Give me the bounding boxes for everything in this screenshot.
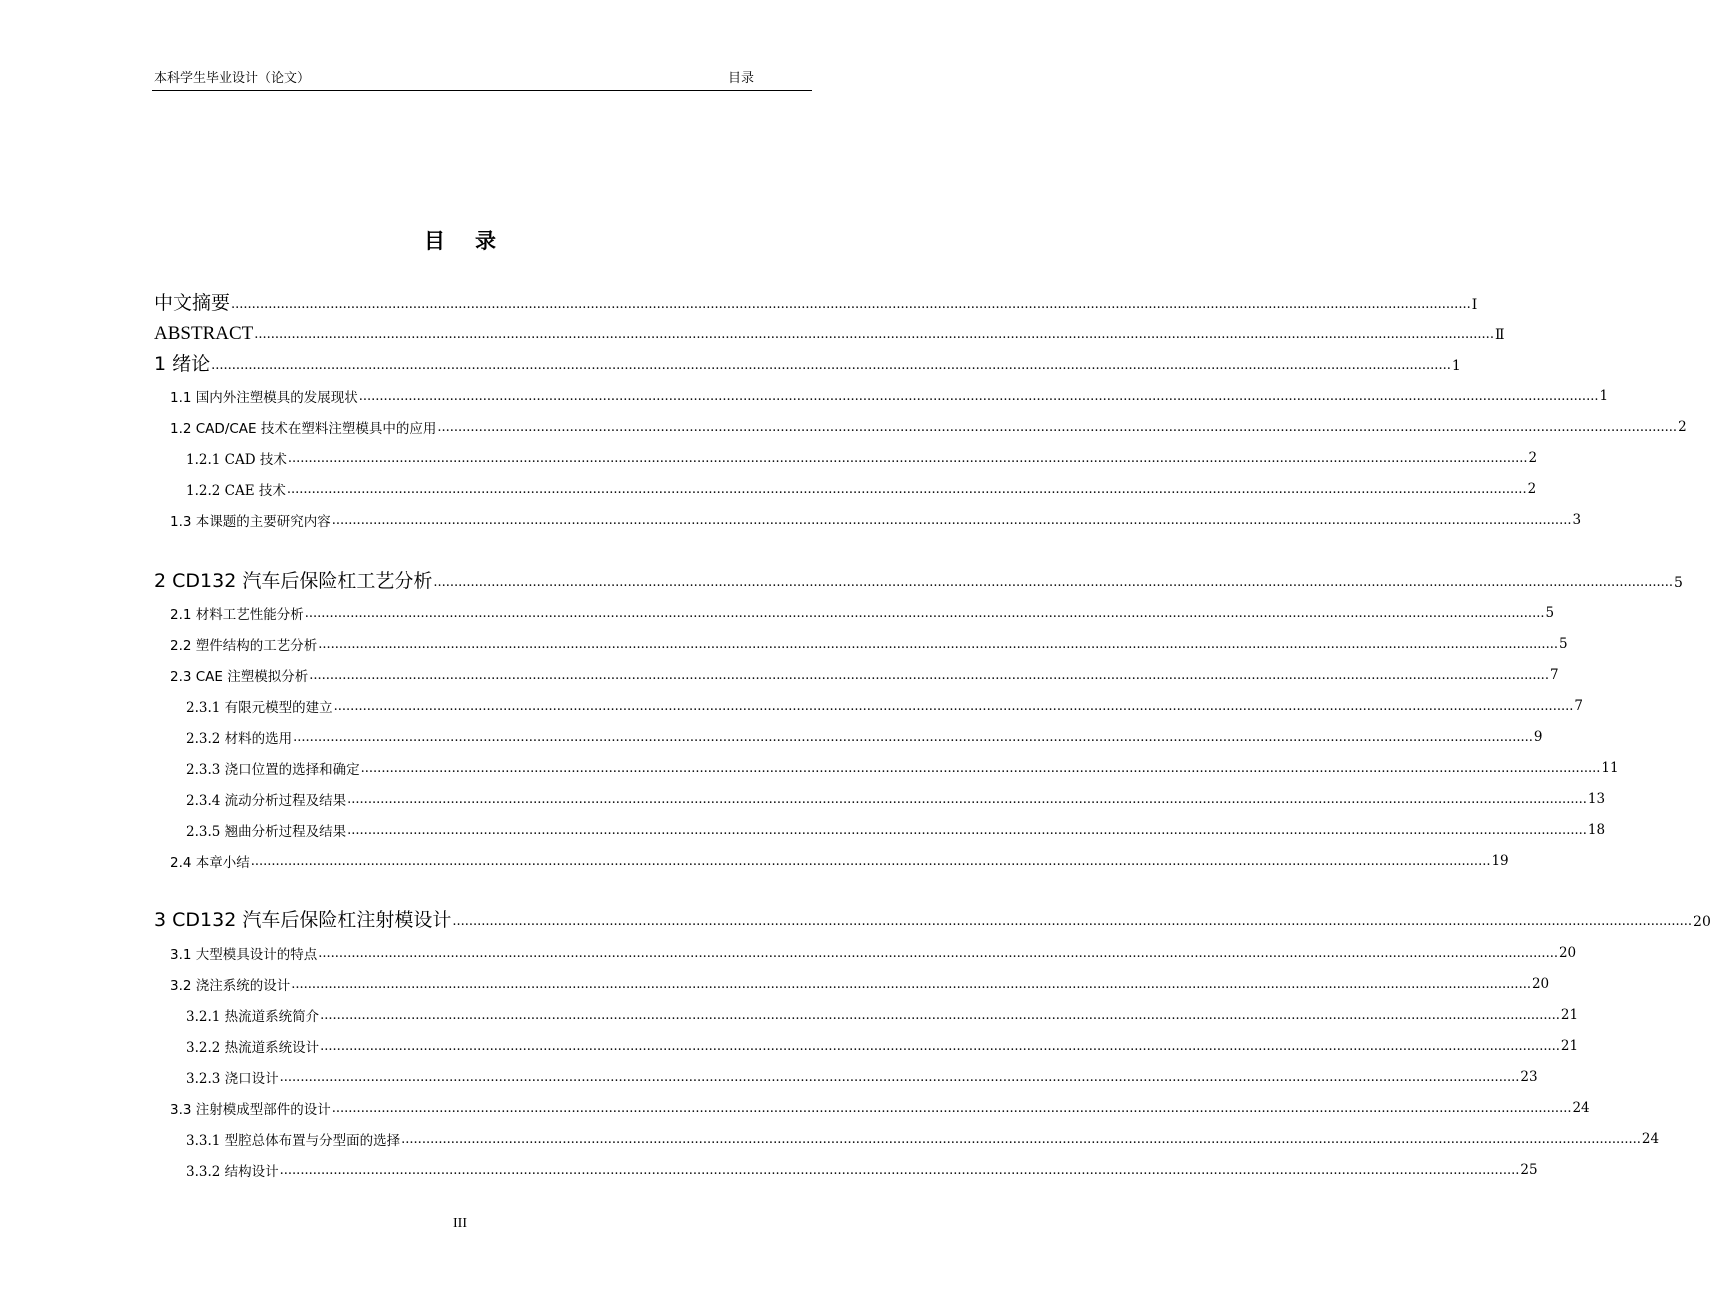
toc-leader-dots: ............................................................................................................................................................................................................................................................................................................ (347, 792, 1587, 807)
toc-entry-page: 2 (1528, 450, 1538, 466)
toc-entry-page: 20 (1558, 945, 1577, 961)
toc-entry[interactable] (186, 446, 1538, 468)
toc-entry-page: 1 (1599, 388, 1609, 404)
toc-entry-label: 3.3.1 型腔总体布置与分型面的选择 (186, 1133, 401, 1149)
toc-entry[interactable] (170, 508, 1582, 530)
toc-leader-dots: ............................................................................................................................................................................................................................................................................................................ (286, 482, 1527, 497)
toc-entry-label: 1.1 国内外注塑模具的发展现状 (170, 390, 358, 406)
toc-entry-label: 2.2 塑件结构的工艺分析 (170, 638, 318, 654)
toc-entry-label: 3.3 注射模成型部件的设计 (170, 1102, 331, 1118)
toc-leader-dots: ............................................................................................................................................................................................................................................................................................................ (318, 946, 1558, 961)
toc-entry-page: 9 (1533, 729, 1543, 745)
toc-leader-dots: ............................................................................................................................................................................................................................................................................................................ (304, 606, 1545, 621)
toc-entry-page: 19 (1491, 853, 1509, 869)
toc-leader-dots: ............................................................................................................................................................................................................................................................................................................ (452, 914, 1693, 929)
toc-leader-dots: ............................................................................................................................................................................................................................................................................................................ (320, 1008, 1560, 1023)
toc-entry-page: 24 (1572, 1100, 1590, 1116)
toc-entry[interactable] (170, 632, 1568, 654)
toc-entry-label: 2.4 本章小结 (170, 855, 250, 871)
toc-entry-label: 2.3.3 浇口位置的选择和确定 (186, 762, 360, 778)
page-number: III (453, 1216, 467, 1231)
toc-entry-label: 3 CD132 汽车后保险杠注射模设计 (154, 909, 452, 931)
toc-entry[interactable] (170, 601, 1555, 623)
toc-entry-label: 3.2.3 浇口设计 (186, 1071, 279, 1087)
toc-entry-page: 5 (1674, 575, 1683, 591)
toc-leader-dots: ............................................................................................................................................................................................................................................................................................................ (293, 730, 1533, 745)
toc-entry-label: 2.3 CAE 注塑模拟分析 (170, 669, 309, 685)
toc-entry-page: 21 (1560, 1038, 1579, 1054)
toc-entry[interactable] (186, 818, 1606, 840)
toc-entry-page: 24 (1641, 1131, 1660, 1147)
toc-entry[interactable] (186, 1034, 1579, 1056)
page-header (152, 70, 812, 91)
toc-entry-label: 3.2.2 热流道系统设计 (186, 1040, 320, 1056)
toc-entry[interactable] (154, 906, 1711, 932)
toc-entry-label: 2.3.1 有限元模型的建立 (186, 700, 333, 716)
toc-entry-label: 3.2.1 热流道系统简介 (186, 1009, 320, 1025)
toc-leader-dots: ............................................................................................................................................................................................................................................................................................................ (401, 1132, 1641, 1147)
toc-leader-dots: ............................................................................................................................................................................................................................................................................................................ (358, 389, 1599, 404)
toc-entry[interactable] (186, 1065, 1538, 1087)
toc-entry-label: 2.3.5 翘曲分析过程及结果 (186, 824, 347, 840)
toc-leader-dots: ............................................................................................................................................................................................................................................................................................................ (437, 420, 1678, 435)
toc-entry-page: 3 (1572, 512, 1582, 528)
toc-entry-page: 2 (1678, 419, 1687, 435)
toc-leader-dots: ............................................................................................................................................................................................................................................................................................................ (287, 451, 1528, 466)
toc-entry-label: 3.1 大型模具设计的特点 (170, 947, 318, 963)
toc-entry-page: 2 (1527, 481, 1537, 497)
toc-leader-dots: ............................................................................................................................................................................................................................................................................................................ (433, 575, 1674, 590)
toc-entry-label: 1 绪论 (154, 353, 211, 375)
toc-entry[interactable] (186, 1003, 1579, 1025)
toc-leader-dots: ............................................................................................................................................................................................................................................................................................................ (318, 637, 1558, 652)
toc-leader-dots: ............................................................................................................................................................................................................................................................................................................ (347, 823, 1587, 838)
toc-entry-label: 中文摘要 (154, 292, 231, 314)
toc-entry-label: 1.3 本课题的主要研究内容 (170, 514, 331, 530)
toc-entry[interactable] (186, 725, 1543, 747)
toc-entry-page: 23 (1520, 1069, 1538, 1085)
toc-entry-page: Ⅱ (1494, 327, 1505, 343)
toc-entry[interactable] (170, 849, 1509, 871)
toc-entry[interactable] (170, 415, 1687, 437)
toc-entry[interactable] (186, 756, 1619, 778)
toc-leader-dots: ............................................................................................................................................................................................................................................................................................................ (279, 1070, 1520, 1085)
toc-entry-page: 5 (1545, 605, 1555, 621)
toc-leader-dots: ............................................................................................................................................................................................................................................................................................................ (331, 513, 1572, 528)
page-title: 目录 (424, 229, 526, 253)
toc-entry-label: 3.3.2 结构设计 (186, 1164, 279, 1180)
toc-entry-page: 20 (1531, 976, 1550, 992)
toc-entry-label: 1.2 CAD/CAE 技术在塑料注塑模具中的应用 (170, 421, 437, 437)
toc-entry[interactable] (186, 787, 1606, 809)
toc-entry[interactable] (186, 1127, 1660, 1149)
header-section-label: 目录 (728, 71, 755, 86)
toc-entry-page: 11 (1601, 760, 1619, 776)
toc-entry[interactable] (186, 694, 1583, 716)
toc-entry-page: 13 (1587, 791, 1606, 807)
toc-entry-page: 7 (1574, 698, 1583, 714)
toc-entry-page: 5 (1558, 636, 1568, 652)
toc-entry[interactable] (154, 319, 1505, 345)
toc-entry[interactable] (154, 567, 1683, 593)
toc-entry-label: 1.2.2 CAE 技术 (186, 483, 286, 499)
toc-leader-dots: ............................................................................................................................................................................................................................................................................................................ (331, 1101, 1572, 1116)
toc-entry-label: 2 CD132 汽车后保险杠工艺分析 (154, 570, 433, 592)
toc-entry-label: 1.2.1 CAD 技术 (186, 452, 287, 468)
toc-entry-page: 21 (1560, 1007, 1579, 1023)
toc-entry[interactable] (170, 941, 1577, 963)
toc-entry-label: 2.3.2 材料的选用 (186, 731, 293, 747)
toc-entry-page: Ⅰ (1471, 297, 1478, 313)
header-thesis-label: 本科学生毕业设计（论文） (154, 71, 311, 86)
toc-leader-dots: ............................................................................................................................................................................................................................................................................................................ (279, 1163, 1520, 1178)
toc-entry[interactable] (186, 477, 1537, 499)
toc-entry-label: 2.3.4 流动分析过程及结果 (186, 793, 347, 809)
toc-leader-dots: ............................................................................................................................................................................................................................................................................................................ (231, 297, 1471, 312)
toc-entry-page: 25 (1520, 1162, 1538, 1178)
toc-entry-label: 3.2 浇注系统的设计 (170, 978, 291, 994)
toc-leader-dots: ............................................................................................................................................................................................................................................................................................................ (309, 668, 1549, 683)
toc-entry[interactable] (170, 972, 1550, 994)
toc-entry-page: 1 (1451, 358, 1461, 374)
toc-leader-dots: ............................................................................................................................................................................................................................................................................................................ (333, 699, 1574, 714)
toc-leader-dots: ............................................................................................................................................................................................................................................................................................................ (250, 854, 1491, 869)
toc-entry[interactable] (170, 1096, 1590, 1118)
toc-entry[interactable] (154, 289, 1478, 315)
toc-leader-dots: ............................................................................................................................................................................................................................................................................................................ (291, 977, 1531, 992)
toc-entry[interactable] (186, 1158, 1538, 1180)
toc-entry[interactable] (170, 384, 1609, 406)
toc-leader-dots: ............................................................................................................................................................................................................................................................................................................ (211, 358, 1451, 373)
toc-entry-page: 7 (1549, 667, 1559, 683)
toc-entry[interactable] (154, 350, 1461, 376)
toc-entry-label: ABSTRACT (154, 323, 254, 344)
toc-entry[interactable] (170, 663, 1559, 685)
toc-entry-page: 18 (1587, 822, 1606, 838)
toc-entry-page: 20 (1693, 914, 1711, 930)
toc-leader-dots: ............................................................................................................................................................................................................................................................................................................ (254, 327, 1494, 342)
toc-entry-label: 2.1 材料工艺性能分析 (170, 607, 304, 623)
toc-leader-dots: ............................................................................................................................................................................................................................................................................................................ (360, 761, 1601, 776)
toc-leader-dots: ............................................................................................................................................................................................................................................................................................................ (320, 1039, 1560, 1054)
